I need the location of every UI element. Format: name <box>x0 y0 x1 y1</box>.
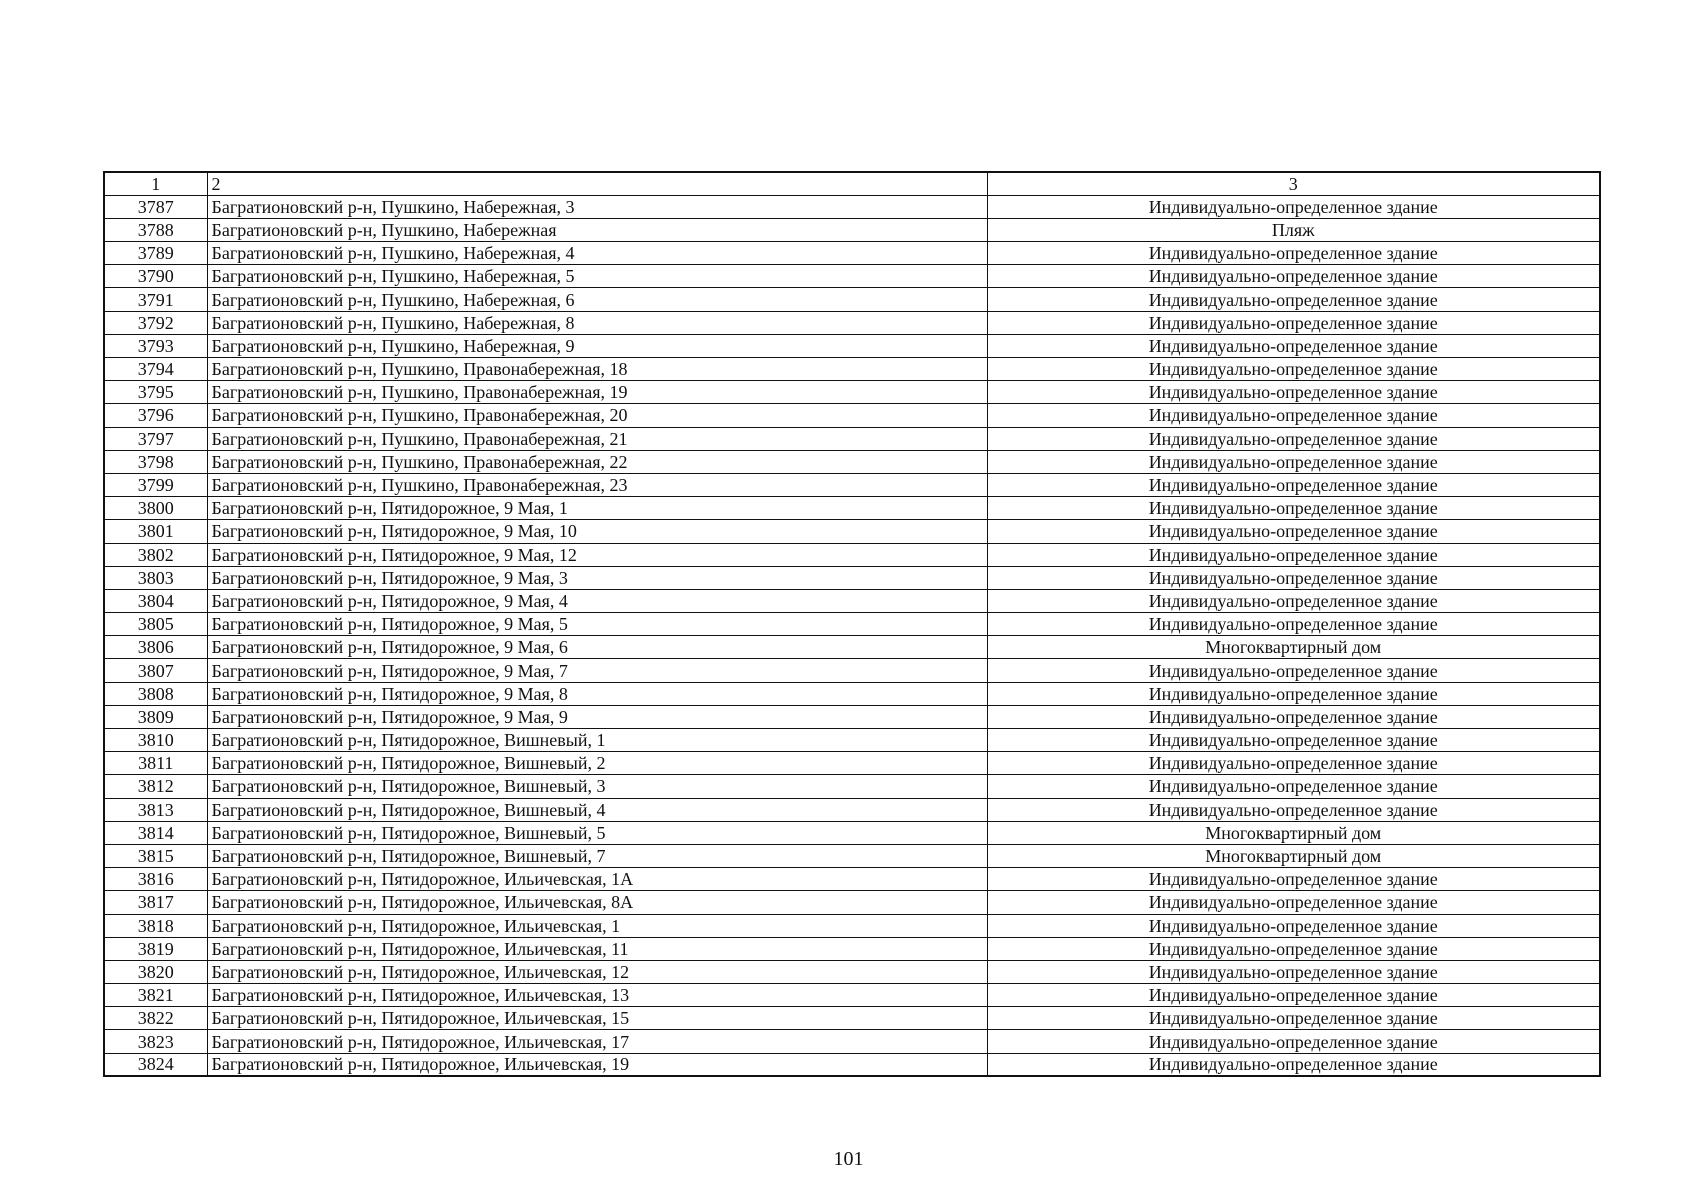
row-number-cell: 3793 <box>104 334 207 357</box>
table-row <box>104 960 1600 983</box>
table-row <box>104 566 1600 589</box>
object-type-cell: Индивидуально-определенное здание <box>987 613 1600 636</box>
address-cell: Багратионовский р-н, Пушкино, Набережная, 6 <box>207 288 987 311</box>
table-row <box>104 636 1600 659</box>
address-cell: Багратионовский р-н, Пушкино, Набережная, 4 <box>207 242 987 265</box>
register-table <box>103 171 1601 1077</box>
row-number-cell: 3824 <box>104 1053 207 1076</box>
table-row <box>104 381 1600 404</box>
address-cell: Багратионовский р-н, Пятидорожное, 9 Мая, 6 <box>207 636 987 659</box>
address-cell: Багратионовский р-н, Пятидорожное, 9 Мая, 5 <box>207 613 987 636</box>
row-number-cell: 3812 <box>104 775 207 798</box>
table-row <box>104 358 1600 381</box>
row-number-cell: 3818 <box>104 914 207 937</box>
address-cell: Багратионовский р-н, Пятидорожное, Вишневый, 4 <box>207 798 987 821</box>
object-type-cell: Индивидуально-определенное здание <box>987 659 1600 682</box>
address-cell: Багратионовский р-н, Пятидорожное, 9 Мая, 4 <box>207 589 987 612</box>
row-number-cell: 3822 <box>104 1007 207 1030</box>
table-row <box>104 682 1600 705</box>
row-number-cell: 3796 <box>104 404 207 427</box>
table-row <box>104 937 1600 960</box>
object-type-cell: Индивидуально-определенное здание <box>987 1030 1600 1053</box>
object-type-cell: Индивидуально-определенное здание <box>987 265 1600 288</box>
object-type-cell: Индивидуально-определенное здание <box>987 984 1600 1007</box>
table-row <box>104 984 1600 1007</box>
address-cell: Багратионовский р-н, Пятидорожное, Вишневый, 2 <box>207 752 987 775</box>
address-cell: Багратионовский р-н, Пятидорожное, 9 Мая, 7 <box>207 659 987 682</box>
column-header-3: 3 <box>987 172 1600 195</box>
object-type-cell: Индивидуально-определенное здание <box>987 334 1600 357</box>
row-number-cell: 3813 <box>104 798 207 821</box>
table-row <box>104 195 1600 218</box>
row-number-cell: 3791 <box>104 288 207 311</box>
object-type-cell: Индивидуально-определенное здание <box>987 427 1600 450</box>
address-cell: Багратионовский р-н, Пушкино, Правонабережная, 22 <box>207 450 987 473</box>
row-number-cell: 3810 <box>104 729 207 752</box>
address-cell: Багратионовский р-н, Пятидорожное, Вишневый, 5 <box>207 821 987 844</box>
table-row <box>104 427 1600 450</box>
object-type-cell: Индивидуально-определенное здание <box>987 960 1600 983</box>
column-header-2: 2 <box>207 172 987 195</box>
table-row <box>104 404 1600 427</box>
object-type-cell: Индивидуально-определенное здание <box>987 520 1600 543</box>
address-cell: Багратионовский р-н, Пятидорожное, Вишневый, 3 <box>207 775 987 798</box>
address-cell: Багратионовский р-н, Пятидорожное, 9 Мая, 3 <box>207 566 987 589</box>
table-row <box>104 520 1600 543</box>
object-type-cell: Индивидуально-определенное здание <box>987 868 1600 891</box>
table-row <box>104 914 1600 937</box>
address-cell: Багратионовский р-н, Пушкино, Правонабережная, 18 <box>207 358 987 381</box>
row-number-cell: 3814 <box>104 821 207 844</box>
table-row <box>104 659 1600 682</box>
object-type-cell: Индивидуально-определенное здание <box>987 937 1600 960</box>
address-cell: Багратионовский р-н, Пятидорожное, 9 Мая, 10 <box>207 520 987 543</box>
address-cell: Багратионовский р-н, Пятидорожное, Ильичевская, 1А <box>207 868 987 891</box>
address-cell: Багратионовский р-н, Пятидорожное, Ильичевская, 19 <box>207 1053 987 1076</box>
object-type-cell: Индивидуально-определенное здание <box>987 798 1600 821</box>
header-row <box>104 172 1600 195</box>
row-number-cell: 3815 <box>104 844 207 867</box>
address-cell: Багратионовский р-н, Пятидорожное, 9 Мая, 8 <box>207 682 987 705</box>
object-type-cell: Многоквартирный дом <box>987 636 1600 659</box>
object-type-cell: Индивидуально-определенное здание <box>987 705 1600 728</box>
object-type-cell: Индивидуально-определенное здание <box>987 729 1600 752</box>
table-row <box>104 1030 1600 1053</box>
address-cell: Багратионовский р-н, Пятидорожное, Ильичевская, 11 <box>207 937 987 960</box>
table-row <box>104 450 1600 473</box>
object-type-cell: Индивидуально-определенное здание <box>987 404 1600 427</box>
table-header <box>104 172 1600 195</box>
address-cell: Багратионовский р-н, Пятидорожное, 9 Мая, 9 <box>207 705 987 728</box>
object-type-cell: Индивидуально-определенное здание <box>987 381 1600 404</box>
table-row <box>104 242 1600 265</box>
row-number-cell: 3802 <box>104 543 207 566</box>
row-number-cell: 3803 <box>104 566 207 589</box>
row-number-cell: 3820 <box>104 960 207 983</box>
column-header-1: 1 <box>104 172 207 195</box>
table-row <box>104 798 1600 821</box>
table-row <box>104 891 1600 914</box>
row-number-cell: 3817 <box>104 891 207 914</box>
table-body <box>104 195 1600 1076</box>
row-number-cell: 3806 <box>104 636 207 659</box>
address-cell: Багратионовский р-н, Пушкино, Правонабережная, 21 <box>207 427 987 450</box>
object-type-cell: Индивидуально-определенное здание <box>987 566 1600 589</box>
object-type-cell: Индивидуально-определенное здание <box>987 358 1600 381</box>
address-cell: Багратионовский р-н, Пушкино, Набережная <box>207 218 987 241</box>
row-number-cell: 3805 <box>104 613 207 636</box>
row-number-cell: 3788 <box>104 218 207 241</box>
address-cell: Багратионовский р-н, Пятидорожное, Ильичевская, 17 <box>207 1030 987 1053</box>
address-cell: Багратионовский р-н, Пушкино, Набережная, 5 <box>207 265 987 288</box>
row-number-cell: 3792 <box>104 311 207 334</box>
table-row <box>104 1007 1600 1030</box>
address-cell: Багратионовский р-н, Пятидорожное, Ильичевская, 12 <box>207 960 987 983</box>
address-cell: Багратионовский р-н, Пушкино, Правонабережная, 19 <box>207 381 987 404</box>
row-number-cell: 3819 <box>104 937 207 960</box>
table-row <box>104 844 1600 867</box>
object-type-cell: Индивидуально-определенное здание <box>987 497 1600 520</box>
table-row <box>104 288 1600 311</box>
table-row <box>104 613 1600 636</box>
page-number: 101 <box>833 1148 864 1170</box>
table-row <box>104 543 1600 566</box>
address-cell: Багратионовский р-н, Пушкино, Правонабережная, 20 <box>207 404 987 427</box>
address-cell: Багратионовский р-н, Пушкино, Набережная, 3 <box>207 195 987 218</box>
table-row <box>104 868 1600 891</box>
object-type-cell: Индивидуально-определенное здание <box>987 195 1600 218</box>
address-cell: Багратионовский р-н, Пятидорожное, Ильичевская, 1 <box>207 914 987 937</box>
row-number-cell: 3804 <box>104 589 207 612</box>
row-number-cell: 3808 <box>104 682 207 705</box>
address-cell: Багратионовский р-н, Пятидорожное, Ильичевская, 15 <box>207 1007 987 1030</box>
row-number-cell: 3799 <box>104 473 207 496</box>
row-number-cell: 3809 <box>104 705 207 728</box>
row-number-cell: 3790 <box>104 265 207 288</box>
row-number-cell: 3801 <box>104 520 207 543</box>
table-row <box>104 473 1600 496</box>
object-type-cell: Индивидуально-определенное здание <box>987 589 1600 612</box>
table-row <box>104 218 1600 241</box>
object-type-cell: Индивидуально-определенное здание <box>987 1053 1600 1076</box>
table-row <box>104 311 1600 334</box>
object-type-cell: Индивидуально-определенное здание <box>987 752 1600 775</box>
address-cell: Багратионовский р-н, Пятидорожное, Ильичевская, 8А <box>207 891 987 914</box>
object-type-cell: Индивидуально-определенное здание <box>987 473 1600 496</box>
object-type-cell: Индивидуально-определенное здание <box>987 288 1600 311</box>
table-row <box>104 334 1600 357</box>
object-type-cell: Многоквартирный дом <box>987 821 1600 844</box>
row-number-cell: 3797 <box>104 427 207 450</box>
table-row <box>104 821 1600 844</box>
table-row <box>104 705 1600 728</box>
table-row <box>104 497 1600 520</box>
table-row <box>104 729 1600 752</box>
object-type-cell: Индивидуально-определенное здание <box>987 891 1600 914</box>
object-type-cell: Индивидуально-определенное здание <box>987 775 1600 798</box>
object-type-cell: Индивидуально-определенное здание <box>987 914 1600 937</box>
object-type-cell: Индивидуально-определенное здание <box>987 450 1600 473</box>
address-cell: Багратионовский р-н, Пятидорожное, 9 Мая, 12 <box>207 543 987 566</box>
address-cell: Багратионовский р-н, Пушкино, Правонабережная, 23 <box>207 473 987 496</box>
object-type-cell: Индивидуально-определенное здание <box>987 311 1600 334</box>
object-type-cell: Индивидуально-определенное здание <box>987 682 1600 705</box>
address-cell: Багратионовский р-н, Пятидорожное, Вишневый, 7 <box>207 844 987 867</box>
object-type-cell: Пляж <box>987 218 1600 241</box>
row-number-cell: 3807 <box>104 659 207 682</box>
row-number-cell: 3787 <box>104 195 207 218</box>
row-number-cell: 3823 <box>104 1030 207 1053</box>
address-cell: Багратионовский р-н, Пятидорожное, Ильичевская, 13 <box>207 984 987 1007</box>
table-row <box>104 589 1600 612</box>
address-cell: Багратионовский р-н, Пятидорожное, 9 Мая, 1 <box>207 497 987 520</box>
object-type-cell: Индивидуально-определенное здание <box>987 1007 1600 1030</box>
address-cell: Багратионовский р-н, Пушкино, Набережная, 9 <box>207 334 987 357</box>
address-cell: Багратионовский р-н, Пушкино, Набережная, 8 <box>207 311 987 334</box>
address-cell: Багратионовский р-н, Пятидорожное, Вишневый, 1 <box>207 729 987 752</box>
row-number-cell: 3821 <box>104 984 207 1007</box>
object-type-cell: Многоквартирный дом <box>987 844 1600 867</box>
row-number-cell: 3811 <box>104 752 207 775</box>
table-row <box>104 775 1600 798</box>
row-number-cell: 3794 <box>104 358 207 381</box>
row-number-cell: 3798 <box>104 450 207 473</box>
object-type-cell: Индивидуально-определенное здание <box>987 543 1600 566</box>
row-number-cell: 3816 <box>104 868 207 891</box>
row-number-cell: 3789 <box>104 242 207 265</box>
object-type-cell: Индивидуально-определенное здание <box>987 242 1600 265</box>
row-number-cell: 3795 <box>104 381 207 404</box>
table-row <box>104 265 1600 288</box>
row-number-cell: 3800 <box>104 497 207 520</box>
table-row <box>104 1053 1600 1076</box>
table-row <box>104 752 1600 775</box>
